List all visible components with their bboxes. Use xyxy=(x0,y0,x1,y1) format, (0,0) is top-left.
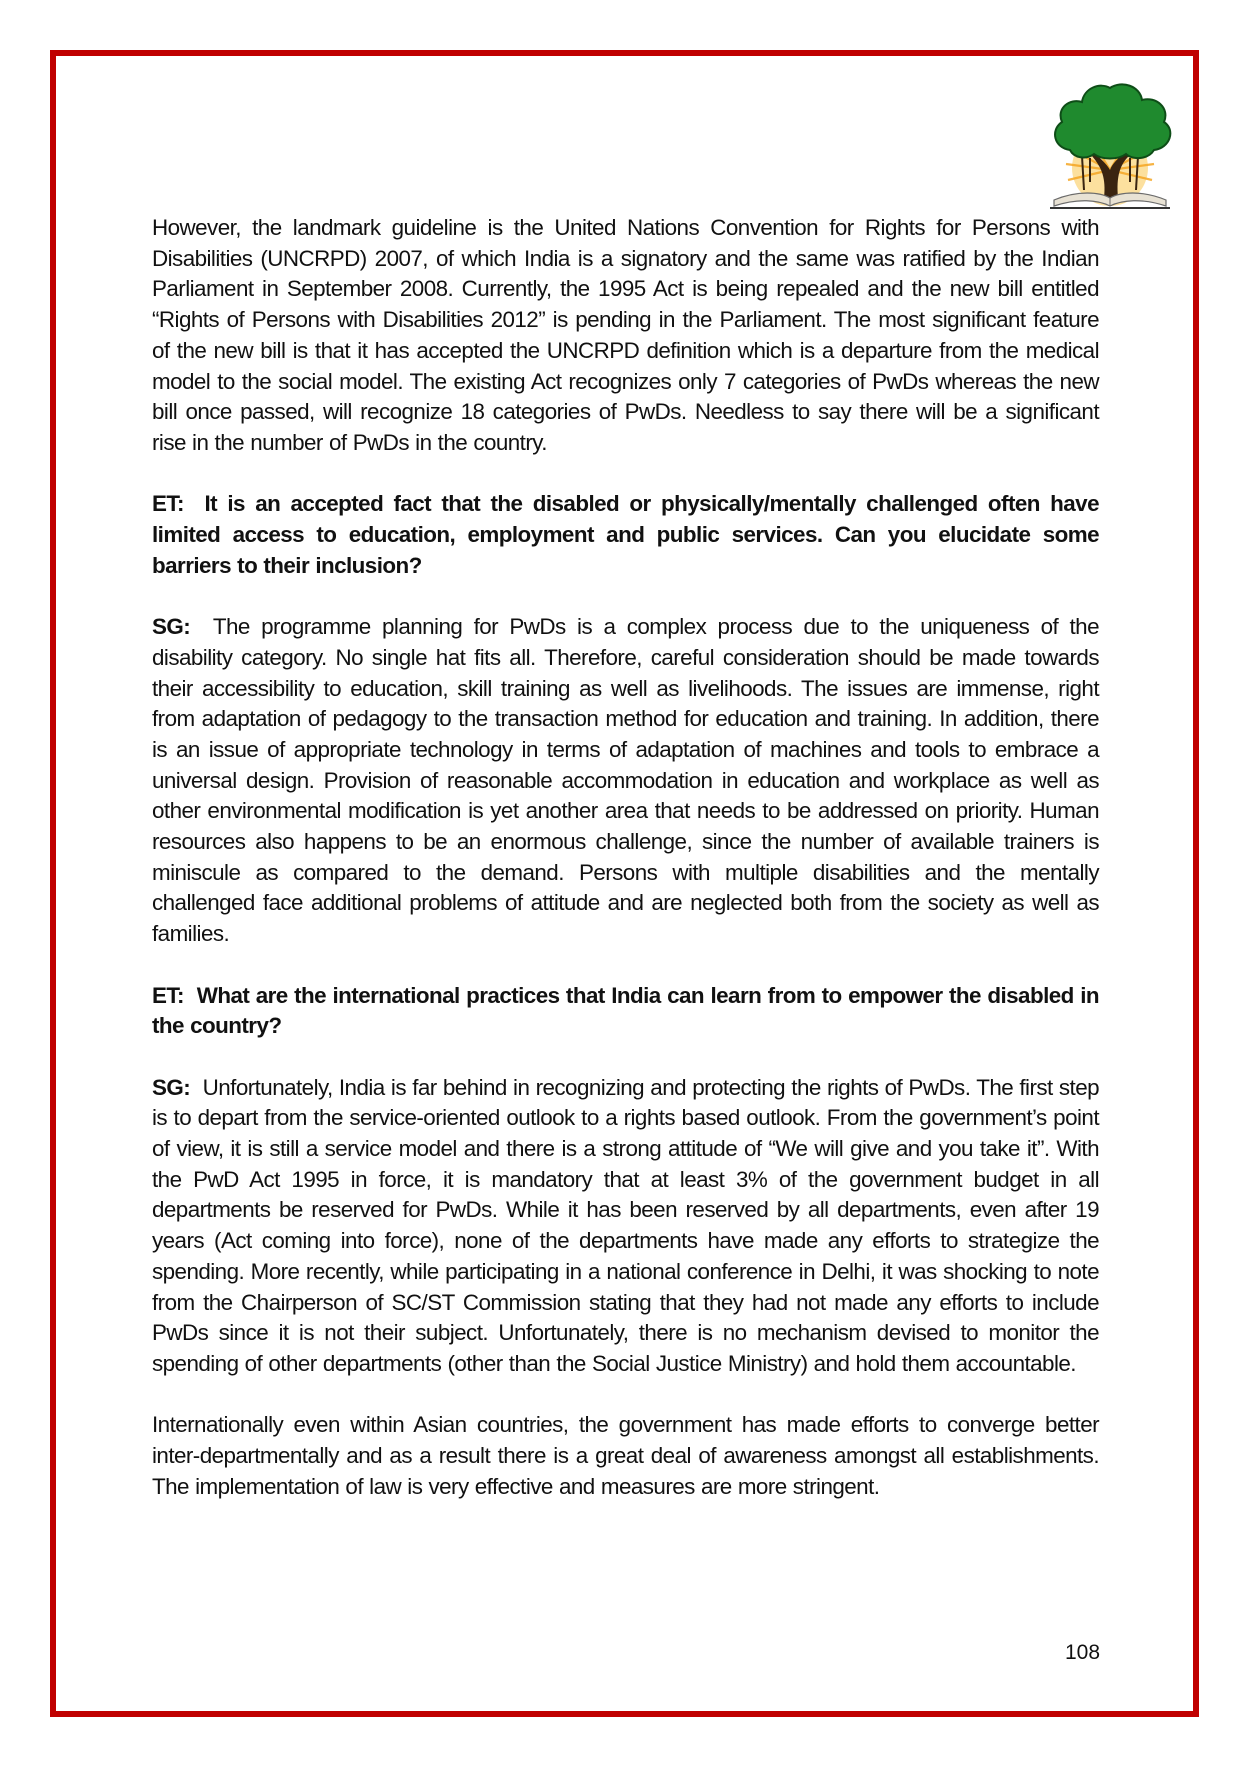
interview-question xyxy=(152,981,1099,1042)
page-number: 108 xyxy=(1065,1641,1101,1664)
body-paragraph xyxy=(152,213,1099,459)
question-text: It is an accepted fact that the disabled or physically/mentally challenged often have limited access to education, employment and public services. Can you elucidate some barriers to their inclusion? xyxy=(152,491,1099,578)
answer-text: The programme planning for PwDs is a complex process due to the uniqueness of the disability category. No single hat fits all. Therefore, careful consideration should be made towards their accessibility to education, skill training as well as livelihoods. The issues are immense, right from adaptation of pedagogy to the transaction method for education and training. In addition, there is an issue of appropriate technology in terms of adaptation of machines and tools to embrace a universal design. Provision of reasonable accommodation in education and workplace as well as other environmental modification is yet another area that needs to be addressed on priority. Human resources also happens to be an enormous challenge, since the number of available trainers is miniscule as compared to the demand. Persons with multiple disabilities and the mentally challenged face additional problems of attitude and are neglected both from the society as well as families. xyxy=(152,614,1099,947)
interview-answer xyxy=(152,612,1099,950)
paragraph-text: Internationally even within Asian countries, the government has made efforts to converge better inter-departmentally and as a result there is a great deal of awareness amongst all establishments. The implementation of law is very effective and measures are more stringent. xyxy=(152,1412,1099,1499)
question-text: What are the international practices that India can learn from to empower the disabled in the country? xyxy=(152,982,1099,1039)
speaker-tag-et: ET: xyxy=(152,982,184,1008)
speaker-tag-sg: SG: xyxy=(152,614,191,640)
speaker-tag-sg: SG: xyxy=(152,1074,191,1100)
tree-foliage xyxy=(1055,84,1170,158)
speaker-tag-et: ET: xyxy=(152,491,184,517)
interview-answer xyxy=(152,1073,1099,1380)
interview-question xyxy=(152,489,1099,581)
paragraph-text: However, the landmark guideline is the United Nations Convention for Rights for Persons with Disabilities (UNCRPD) 2007, of which India is a signatory and the same was ratified by the Indian Parliament in September 2008. Currently, the 1995 Act is being repealed and the new bill entitled “Rights of Persons with Disabilities 2012” is pending in the Parliament. The most significant feature of the new bill is that it has accepted the UNCRPD definition which is a departure from the medical model to the social model. The existing Act recognizes only 7 categories of PwDs whereas the new bill once passed, will recognize 18 categories of PwDs. Needless to say there will be a significant rise in the number of PwDs in the country. xyxy=(152,215,1099,455)
answer-text: Unfortunately, India is far behind in recognizing and protecting the rights of PwDs. The first step is to depart from the service-oriented outlook to a rights based outlook. From the government’s point of view, it is still a service model and there is a strong attitude of “We will give and you take it”. With the PwD Act 1995 in force, it is mandatory that at least 3% of the government budget in all departments be reserved for PwDs. While it has been reserved by all departments, even after 19 years (Act coming into force), none of the departments have made any efforts to strategize the spending. More recently, while participating in a national conference in Delhi, it was shocking to note from the Chairperson of SC/ST Commission stating that they had not made any efforts to include PwDs since it is not their subject. Unfortunately, there is no mechanism devised to monitor the spending of other departments (other than the Social Justice Ministry) and hold them accountable. xyxy=(152,1074,1100,1376)
article-body xyxy=(152,213,1099,1533)
body-paragraph xyxy=(152,1410,1099,1502)
tree-book-logo-icon xyxy=(1030,78,1200,213)
